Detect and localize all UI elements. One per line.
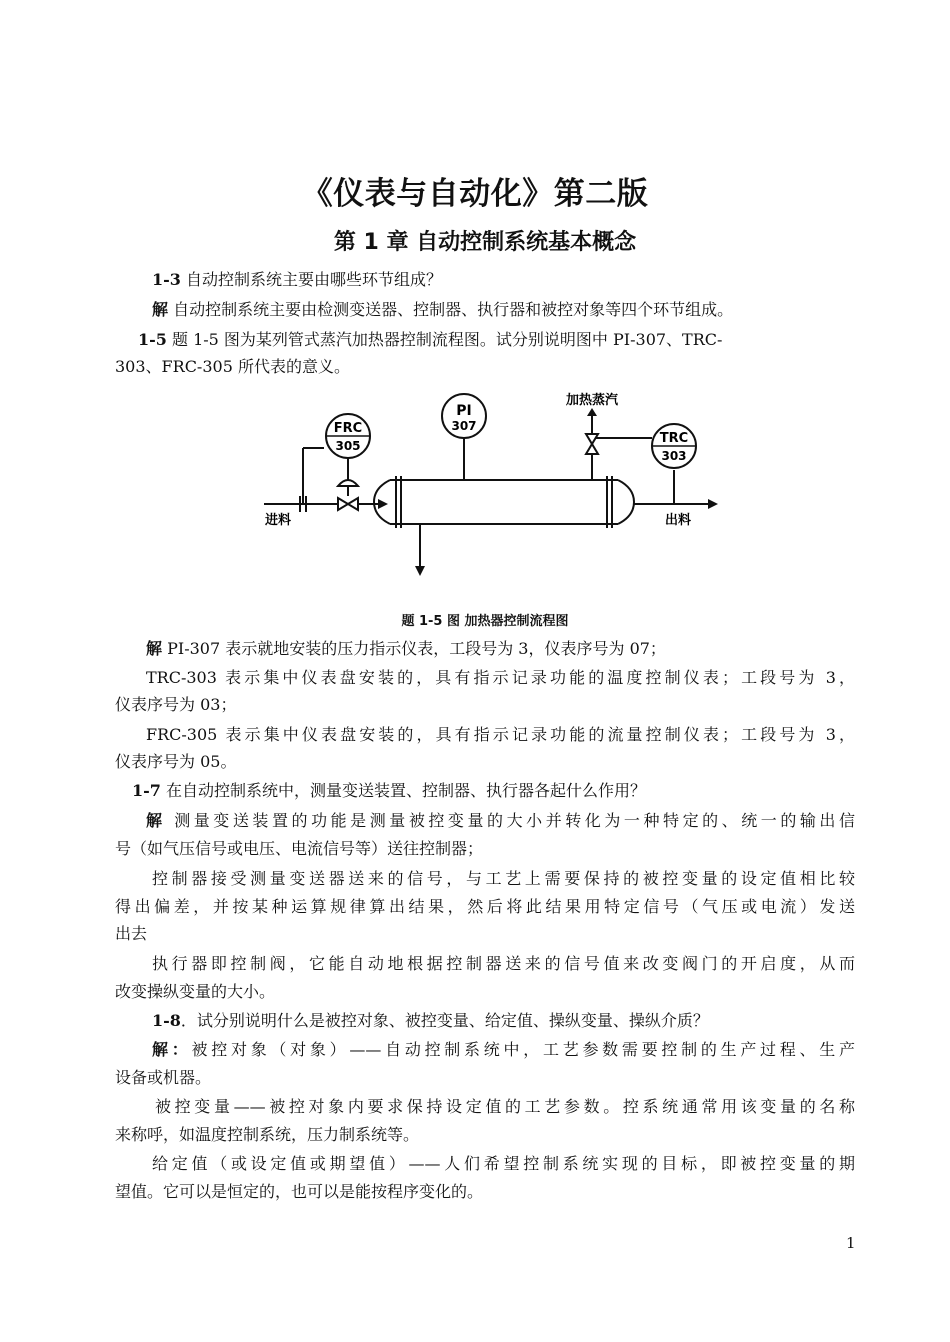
pi-number: 307 bbox=[451, 419, 477, 433]
steam-label: 加热蒸汽 bbox=[565, 393, 619, 408]
answer-1-7-line1 bbox=[146, 806, 855, 836]
answer-text: 自动控制系统主要由检测变送器、控制器、执行器和被控对象等四个环节组成。 bbox=[168, 300, 734, 319]
answer-1-7-line6: 执行器即控制阀，它能自动地根据控制器送来的信号值来改变阀门的开启度，从而 bbox=[152, 954, 855, 973]
figure-caption: 题 1-5 图 加热器控制流程图 bbox=[401, 614, 569, 629]
answer-1-8-line5: 给定值（或设定值或期望值）——人们希望控制系统实现的目标，即被控变量的期 bbox=[152, 1154, 855, 1173]
outlet-arrow bbox=[708, 499, 718, 509]
outlet-label: 出料 bbox=[664, 513, 692, 528]
answer-1-7-line3: 控制器接受测量变送器送来的信号，与工艺上需要保持的被控变量的设定值相比较 bbox=[152, 869, 855, 888]
pi-label: PI bbox=[456, 403, 472, 419]
answer-text: 测量变送装置的功能是测量被控变量的大小并转化为一种特定的、统一的输出信 bbox=[165, 811, 855, 830]
question-1-5-line1 bbox=[138, 325, 855, 355]
inlet-arrow bbox=[378, 499, 388, 509]
question-number: 1-5 bbox=[138, 330, 167, 349]
answer-1-5-trc-line2: 仪表序号为 03； bbox=[115, 695, 237, 714]
answer-label: 解 bbox=[152, 300, 169, 319]
pi-307-instrument bbox=[442, 394, 486, 438]
frc-305-instrument bbox=[326, 414, 370, 458]
question-1-7 bbox=[132, 776, 872, 806]
heater-flow-diagram bbox=[250, 390, 720, 580]
answer-text: 被控对象（对象）——自动控制系统中，工艺参数需要控制的生产过程、生产 bbox=[191, 1040, 855, 1059]
answer-1-8-line6: 望值。它可以是恒定的，也可以是能按程序变化的。 bbox=[115, 1182, 484, 1201]
answer-1-5-trc-line1: TRC-303 表示集中仪表盘安装的，具有指示记录功能的温度控制仪表；工段号为 3， bbox=[146, 668, 855, 687]
trc-303-instrument bbox=[652, 424, 696, 468]
answer-label: 解 bbox=[146, 811, 166, 830]
frc-number: 305 bbox=[335, 439, 361, 453]
answer-1-8-line4: 来称呼，如温度控制系统，压力制系统等。 bbox=[115, 1125, 420, 1144]
answer-1-8-line1 bbox=[152, 1035, 855, 1065]
answer-1-5-frc-line2: 仪表序号为 05。 bbox=[115, 752, 237, 771]
question-text: 自动控制系统主要由哪些环节组成？ bbox=[180, 270, 442, 289]
answer-1-7-line4: 得出偏差，并按某种运算规律算出结果，然后将此结果用特定信号（气压或电流）发送 bbox=[115, 897, 855, 916]
question-number: 1-8 bbox=[152, 1011, 181, 1030]
question-1-8 bbox=[152, 1006, 892, 1036]
answer-1-3 bbox=[152, 295, 892, 325]
question-1-5-line2: 303、FRC-305 所代表的意义。 bbox=[115, 357, 350, 376]
answer-label: 解 bbox=[146, 639, 163, 658]
trc-number: 303 bbox=[661, 449, 687, 463]
chapter-heading: 第 1 章 自动控制系统基本概念 bbox=[333, 230, 637, 255]
steam-arrow bbox=[587, 408, 597, 416]
inlet-label: 进料 bbox=[264, 513, 292, 528]
page-number: 1 bbox=[846, 1234, 856, 1252]
document-title: 《仪表与自动化》第二版 bbox=[301, 176, 649, 212]
question-number: 1-7 bbox=[132, 781, 161, 800]
question-1-3 bbox=[152, 265, 892, 295]
answer-1-5-pi bbox=[146, 634, 886, 664]
question-number: 1-3 bbox=[152, 270, 181, 289]
answer-label: 解： bbox=[152, 1040, 192, 1059]
answer-1-7-line2: 号（如气压信号或电压、电流信号等）送往控制器； bbox=[115, 839, 484, 858]
drain-arrow bbox=[415, 566, 425, 576]
answer-1-5-frc-line1: FRC-305 表示集中仪表盘安装的，具有指示记录功能的流量控制仪表；工段号为 3， bbox=[146, 725, 855, 744]
question-text: ．试分别说明什么是被控对象、被控变量、给定值、操纵变量、操纵介质？ bbox=[180, 1011, 709, 1030]
question-text: 在自动控制系统中，测量变送装置、控制器、执行器各起什么作用？ bbox=[160, 781, 646, 800]
answer-text: PI-307 表示就地安装的压力指示仪表，工段号为 3，仪表序号为 07； bbox=[162, 639, 666, 658]
frc-label: FRC bbox=[333, 421, 363, 436]
answer-1-8-line3: 被控变量——被控对象内要求保持设定值的工艺参数。控系统通常用该变量的名称 bbox=[155, 1097, 855, 1116]
question-text: 题 1-5 图为某列管式蒸汽加热器控制流程图。试分别说明图中 PI-307、TRC- bbox=[166, 330, 723, 349]
answer-1-7-line7: 改变操纵变量的大小。 bbox=[115, 982, 276, 1001]
trc-label: TRC bbox=[659, 431, 689, 446]
answer-1-8-line2: 设备或机器。 bbox=[115, 1068, 212, 1087]
answer-1-7-line5: 出去 bbox=[115, 924, 148, 943]
